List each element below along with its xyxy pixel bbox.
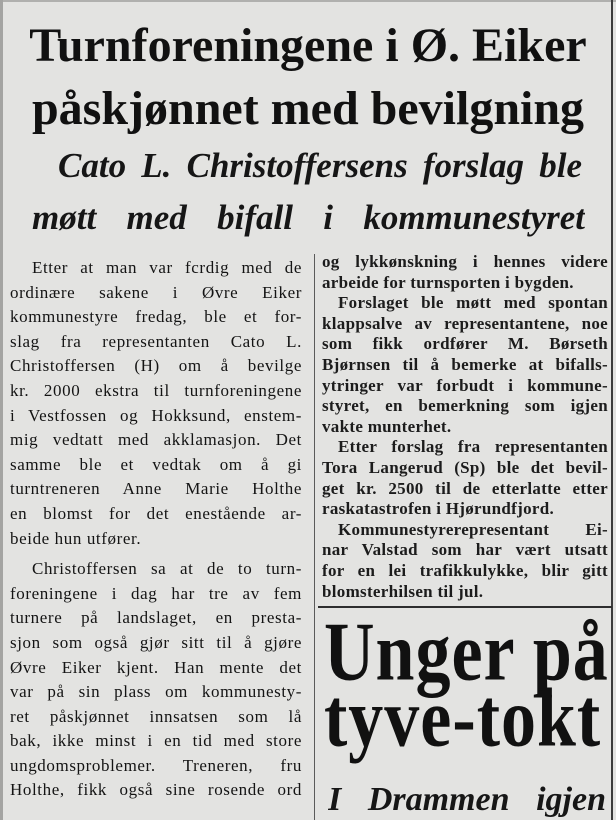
paragraph bbox=[322, 520, 608, 602]
text-line: blomsterhilsen til jul. bbox=[322, 581, 484, 601]
text-line: Christoffersen sa at de to turn- bbox=[32, 559, 302, 579]
text-line: ordinære sakene i Øvre Eiker bbox=[10, 282, 302, 302]
text-line: og lykkønskning i hennes videre bbox=[322, 252, 608, 271]
text-line: nar Valstad som har vært utsatt bbox=[322, 540, 608, 560]
text-line: slag fra representanten Cato L. bbox=[10, 331, 302, 351]
next-article-headline-line: tyve-tokt bbox=[324, 672, 602, 765]
text-line: get kr. 2500 til de etterlatte etter bbox=[322, 478, 608, 498]
text-line: Etter at man var fcrdig med de bbox=[32, 258, 302, 277]
text-line: kommunestyre fredag, ble et for- bbox=[10, 307, 302, 327]
text-line: ytringer var forbudt i kommune- bbox=[322, 375, 608, 395]
text-line: ret påskjønnet innsatsen som lå bbox=[10, 706, 302, 726]
text-line: Christoffersen (H) om å bevilge bbox=[10, 356, 302, 376]
text-line: turnere på landslaget, en presta- bbox=[10, 608, 302, 628]
paragraph bbox=[322, 252, 608, 293]
subheadline-line: møtt med bifall i kommunestyret bbox=[32, 198, 585, 237]
text-line: Forslaget ble møtt med spontan bbox=[338, 293, 608, 313]
text-line: i Vestfossen og Hokksund, enstem- bbox=[10, 405, 302, 425]
page-edge-top bbox=[0, 0, 616, 2]
subheadline-line: Cato L. Christoffersens forslag ble bbox=[58, 146, 582, 185]
text-line: vakte munterhet. bbox=[322, 416, 452, 436]
paragraph bbox=[322, 293, 608, 437]
text-line: Holthe, fikk også sine rosende ord bbox=[10, 780, 302, 800]
paragraph bbox=[10, 256, 302, 551]
text-line: bak, ikke minst i en tid med store bbox=[10, 731, 302, 751]
text-line: beide hun utfører. bbox=[10, 528, 142, 548]
text-line: for en lei trafikkulykke, blir gitt bbox=[322, 560, 608, 580]
text-line: klappsalve av representantene, noe bbox=[322, 313, 608, 333]
next-article-headline-line: Unger på bbox=[324, 606, 609, 699]
text-line: Tora Langerud (Sp) ble det bevil- bbox=[322, 457, 608, 477]
text-line: foreningene i dag har tre av fem bbox=[10, 583, 302, 603]
text-line: ungdomsproblemer. Treneren, fru bbox=[10, 755, 302, 775]
text-line: arbeide for turnsporten i bygden. bbox=[322, 272, 574, 292]
left-column bbox=[10, 256, 302, 820]
text-line: kr. 2000 ekstra til turnforeningene bbox=[10, 380, 302, 400]
text-line: samme ble et vedtak om å gi bbox=[10, 454, 302, 474]
right-column bbox=[322, 252, 608, 608]
text-line: som fikk ordfører M. Børseth bbox=[322, 334, 608, 354]
text-line: Øvre Eiker kjent. Han mente det bbox=[10, 657, 302, 677]
text-line: en blomst for det enestående ar- bbox=[10, 503, 302, 523]
paragraph bbox=[322, 437, 608, 519]
text-line: Etter forslag fra representanten bbox=[338, 437, 608, 457]
column-divider bbox=[314, 254, 315, 820]
text-line: mig vedtatt med akklamasjon. Det bbox=[10, 430, 302, 450]
text-line: turntreneren Anne Marie Holthe bbox=[10, 479, 302, 499]
headline-line: påskjønnet med bevilgning bbox=[31, 82, 585, 135]
headline-line: Turnforeningene i Ø. Eiker bbox=[29, 19, 587, 72]
next-article-subheadline: I Drammen igjen bbox=[328, 781, 606, 818]
text-line: styret, en bemerkning som igjen bbox=[322, 396, 608, 416]
paragraph bbox=[10, 557, 302, 803]
text-line: raskatastrofen i Hjørundfjord. bbox=[322, 499, 555, 519]
text-line: Bjørnsen til å bemerke at bifalls- bbox=[322, 354, 608, 374]
text-line: var på sin plass om kommunesty- bbox=[10, 682, 302, 702]
text-line: sjon som også gjør sitt til å gjøre bbox=[10, 632, 302, 652]
text-line: Kommunestyrerepresentant Ei- bbox=[338, 519, 608, 539]
